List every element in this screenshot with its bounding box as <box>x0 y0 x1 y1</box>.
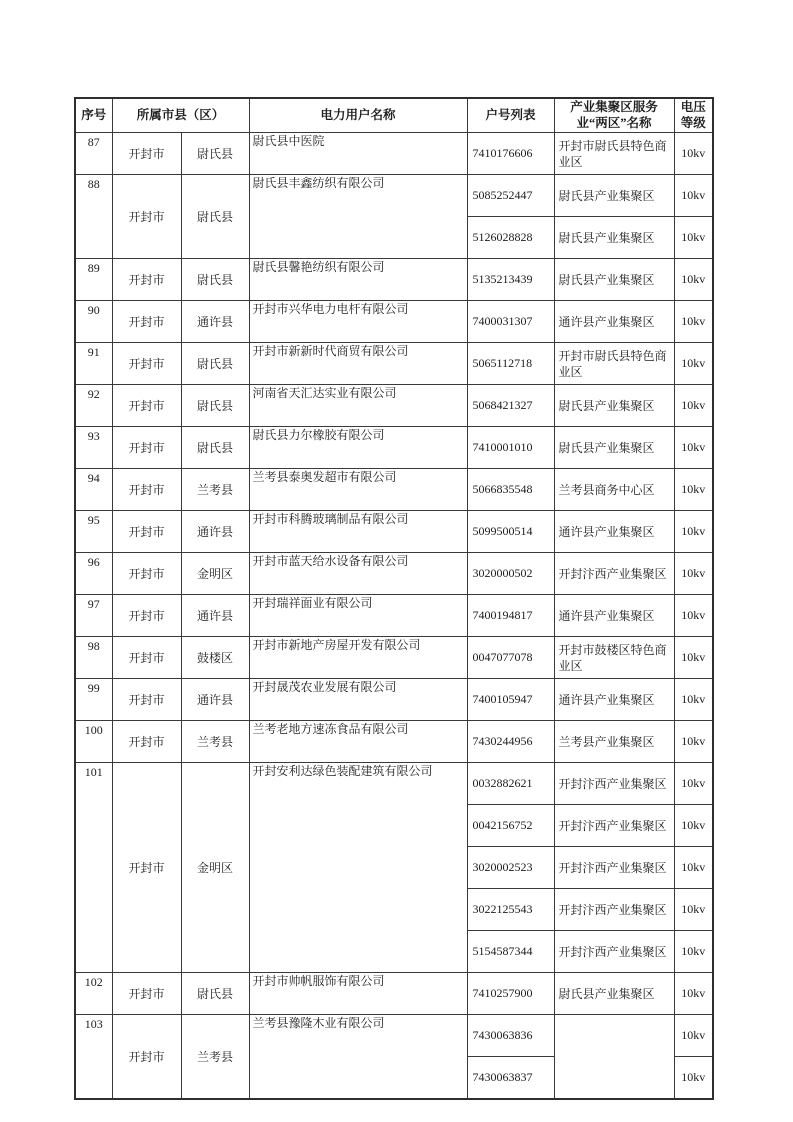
city-cell: 开封市 <box>112 469 181 511</box>
table-row <box>75 385 713 427</box>
account-cell: 5154587344 <box>467 931 554 973</box>
table-row <box>75 427 713 469</box>
user-name-cell: 开封市新地产房屋开发有限公司 <box>249 637 467 679</box>
user-name-cell: 开封市科腾玻璃制品有限公司 <box>249 511 467 553</box>
city-cell: 开封市 <box>112 721 181 763</box>
zone-cell: 尉氏县产业集聚区 <box>554 973 674 1015</box>
table-row <box>75 553 713 595</box>
account-cell: 7400194817 <box>467 595 554 637</box>
zone-cell: 开封市鼓楼区特色商业区 <box>554 637 674 679</box>
seq-cell: 102 <box>75 973 112 1015</box>
county-cell: 兰考县 <box>181 469 249 511</box>
account-cell: 7400031307 <box>467 301 554 343</box>
header-voltage: 电压等级 <box>674 98 713 133</box>
city-cell: 开封市 <box>112 763 181 973</box>
zone-cell: 尉氏县产业集聚区 <box>554 175 674 217</box>
voltage-cell: 10kv <box>674 343 713 385</box>
table-row <box>75 679 713 721</box>
seq-cell: 101 <box>75 763 112 973</box>
voltage-cell: 10kv <box>674 217 713 259</box>
seq-cell: 93 <box>75 427 112 469</box>
seq-cell: 99 <box>75 679 112 721</box>
voltage-cell: 10kv <box>674 931 713 973</box>
table-row <box>75 343 713 385</box>
account-cell: 5126028828 <box>467 217 554 259</box>
table-row <box>75 973 713 1015</box>
user-name-cell: 开封市蓝天给水设备有限公司 <box>249 553 467 595</box>
voltage-cell: 10kv <box>674 805 713 847</box>
table-row <box>75 259 713 301</box>
user-name-cell: 尉氏县中医院 <box>249 133 467 175</box>
seq-cell: 92 <box>75 385 112 427</box>
voltage-cell: 10kv <box>674 889 713 931</box>
voltage-cell: 10kv <box>674 385 713 427</box>
seq-cell: 98 <box>75 637 112 679</box>
county-cell: 尉氏县 <box>181 973 249 1015</box>
header-region: 所属市县（区） <box>112 98 249 133</box>
county-cell: 尉氏县 <box>181 133 249 175</box>
account-cell: 7430244956 <box>467 721 554 763</box>
account-cell: 5065112718 <box>467 343 554 385</box>
seq-cell: 87 <box>75 133 112 175</box>
zone-cell: 开封汴西产业集聚区 <box>554 805 674 847</box>
voltage-cell: 10kv <box>674 1015 713 1057</box>
header-user-name: 电力用户名称 <box>249 98 467 133</box>
voltage-cell: 10kv <box>674 763 713 805</box>
city-cell: 开封市 <box>112 259 181 301</box>
table-row <box>75 595 713 637</box>
user-name-cell: 开封市兴华电力电杆有限公司 <box>249 301 467 343</box>
header-row <box>75 98 713 133</box>
account-cell: 5099500514 <box>467 511 554 553</box>
zone-cell: 开封汴西产业集聚区 <box>554 889 674 931</box>
user-name-cell: 尉氏县馨艳纺织有限公司 <box>249 259 467 301</box>
user-name-cell: 开封市帅帆服饰有限公司 <box>249 973 467 1015</box>
header-seq: 序号 <box>75 98 112 133</box>
voltage-cell: 10kv <box>674 1057 713 1100</box>
table-row <box>75 721 713 763</box>
city-cell: 开封市 <box>112 637 181 679</box>
table-body <box>75 133 713 1100</box>
county-cell: 通许县 <box>181 301 249 343</box>
city-cell: 开封市 <box>112 133 181 175</box>
seq-cell: 95 <box>75 511 112 553</box>
user-name-cell: 开封瑞祥面业有限公司 <box>249 595 467 637</box>
voltage-cell: 10kv <box>674 721 713 763</box>
city-cell: 开封市 <box>112 427 181 469</box>
table-row <box>75 637 713 679</box>
table-row <box>75 175 713 217</box>
county-cell: 鼓楼区 <box>181 637 249 679</box>
seq-cell: 97 <box>75 595 112 637</box>
account-cell: 5068421327 <box>467 385 554 427</box>
table-row <box>75 133 713 175</box>
city-cell: 开封市 <box>112 595 181 637</box>
user-name-cell: 河南省天汇达实业有限公司 <box>249 385 467 427</box>
header-zone: 产业集聚区服务业“两区”名称 <box>554 98 674 133</box>
zone-cell: 开封汴西产业集聚区 <box>554 763 674 805</box>
voltage-cell: 10kv <box>674 553 713 595</box>
zone-cell: 开封汴西产业集聚区 <box>554 553 674 595</box>
table-row <box>75 301 713 343</box>
zone-cell: 通许县产业集聚区 <box>554 595 674 637</box>
zone-cell: 开封市尉氏县特色商业区 <box>554 133 674 175</box>
user-name-cell: 兰考县泰奥发超市有限公司 <box>249 469 467 511</box>
account-cell: 7410001010 <box>467 427 554 469</box>
county-cell: 金明区 <box>181 763 249 973</box>
account-cell: 3020002523 <box>467 847 554 889</box>
table-row <box>75 511 713 553</box>
user-name-cell: 开封晟茂农业发展有限公司 <box>249 679 467 721</box>
county-cell: 尉氏县 <box>181 259 249 301</box>
zone-cell: 兰考县商务中心区 <box>554 469 674 511</box>
zone-cell: 开封汴西产业集聚区 <box>554 931 674 973</box>
seq-cell: 100 <box>75 721 112 763</box>
user-name-cell: 兰考县豫隆木业有限公司 <box>249 1015 467 1100</box>
city-cell: 开封市 <box>112 679 181 721</box>
account-cell: 5135213439 <box>467 259 554 301</box>
zone-cell: 通许县产业集聚区 <box>554 679 674 721</box>
voltage-cell: 10kv <box>674 427 713 469</box>
county-cell: 兰考县 <box>181 1015 249 1100</box>
table-row <box>75 763 713 805</box>
user-name-cell: 兰考老地方速冻食品有限公司 <box>249 721 467 763</box>
account-cell: 5085252447 <box>467 175 554 217</box>
seq-cell: 89 <box>75 259 112 301</box>
seq-cell: 91 <box>75 343 112 385</box>
voltage-cell: 10kv <box>674 259 713 301</box>
city-cell: 开封市 <box>112 1015 181 1100</box>
seq-cell: 96 <box>75 553 112 595</box>
county-cell: 尉氏县 <box>181 385 249 427</box>
voltage-cell: 10kv <box>674 469 713 511</box>
county-cell: 通许县 <box>181 511 249 553</box>
account-cell: 5066835548 <box>467 469 554 511</box>
seq-cell: 94 <box>75 469 112 511</box>
city-cell: 开封市 <box>112 553 181 595</box>
voltage-cell: 10kv <box>674 133 713 175</box>
zone-cell: 通许县产业集聚区 <box>554 301 674 343</box>
account-cell: 0032882621 <box>467 763 554 805</box>
voltage-cell: 10kv <box>674 301 713 343</box>
voltage-cell: 10kv <box>674 595 713 637</box>
account-cell: 7430063837 <box>467 1057 554 1100</box>
header-accounts: 户号列表 <box>467 98 554 133</box>
city-cell: 开封市 <box>112 175 181 259</box>
seq-cell: 90 <box>75 301 112 343</box>
county-cell: 通许县 <box>181 679 249 721</box>
zone-cell: 兰考县产业集聚区 <box>554 721 674 763</box>
county-cell: 尉氏县 <box>181 343 249 385</box>
county-cell: 尉氏县 <box>181 427 249 469</box>
zone-cell: 开封汴西产业集聚区 <box>554 847 674 889</box>
account-cell: 0042156752 <box>467 805 554 847</box>
zone-cell <box>554 1015 674 1100</box>
zone-cell: 尉氏县产业集聚区 <box>554 427 674 469</box>
county-cell: 尉氏县 <box>181 175 249 259</box>
table-row <box>75 469 713 511</box>
voltage-cell: 10kv <box>674 637 713 679</box>
voltage-cell: 10kv <box>674 679 713 721</box>
user-name-cell: 开封市新新时代商贸有限公司 <box>249 343 467 385</box>
table-row <box>75 1015 713 1057</box>
city-cell: 开封市 <box>112 385 181 427</box>
county-cell: 金明区 <box>181 553 249 595</box>
voltage-cell: 10kv <box>674 973 713 1015</box>
city-cell: 开封市 <box>112 301 181 343</box>
account-cell: 3020000502 <box>467 553 554 595</box>
voltage-cell: 10kv <box>674 511 713 553</box>
city-cell: 开封市 <box>112 973 181 1015</box>
city-cell: 开封市 <box>112 343 181 385</box>
voltage-cell: 10kv <box>674 847 713 889</box>
county-cell: 兰考县 <box>181 721 249 763</box>
seq-cell: 103 <box>75 1015 112 1100</box>
county-cell: 通许县 <box>181 595 249 637</box>
account-cell: 0047077078 <box>467 637 554 679</box>
user-name-cell: 尉氏县力尔橡胶有限公司 <box>249 427 467 469</box>
account-cell: 7410176606 <box>467 133 554 175</box>
account-cell: 7400105947 <box>467 679 554 721</box>
power-users-table <box>74 97 714 1100</box>
account-cell: 3022125543 <box>467 889 554 931</box>
seq-cell: 88 <box>75 175 112 259</box>
account-cell: 7410257900 <box>467 973 554 1015</box>
zone-cell: 尉氏县产业集聚区 <box>554 385 674 427</box>
zone-cell: 尉氏县产业集聚区 <box>554 217 674 259</box>
voltage-cell: 10kv <box>674 175 713 217</box>
user-name-cell: 开封安利达绿色装配建筑有限公司 <box>249 763 467 973</box>
user-name-cell: 尉氏县丰鑫纺织有限公司 <box>249 175 467 259</box>
table-header <box>75 98 713 133</box>
account-cell: 7430063836 <box>467 1015 554 1057</box>
zone-cell: 尉氏县产业集聚区 <box>554 259 674 301</box>
city-cell: 开封市 <box>112 511 181 553</box>
zone-cell: 开封市尉氏县特色商业区 <box>554 343 674 385</box>
zone-cell: 通许县产业集聚区 <box>554 511 674 553</box>
